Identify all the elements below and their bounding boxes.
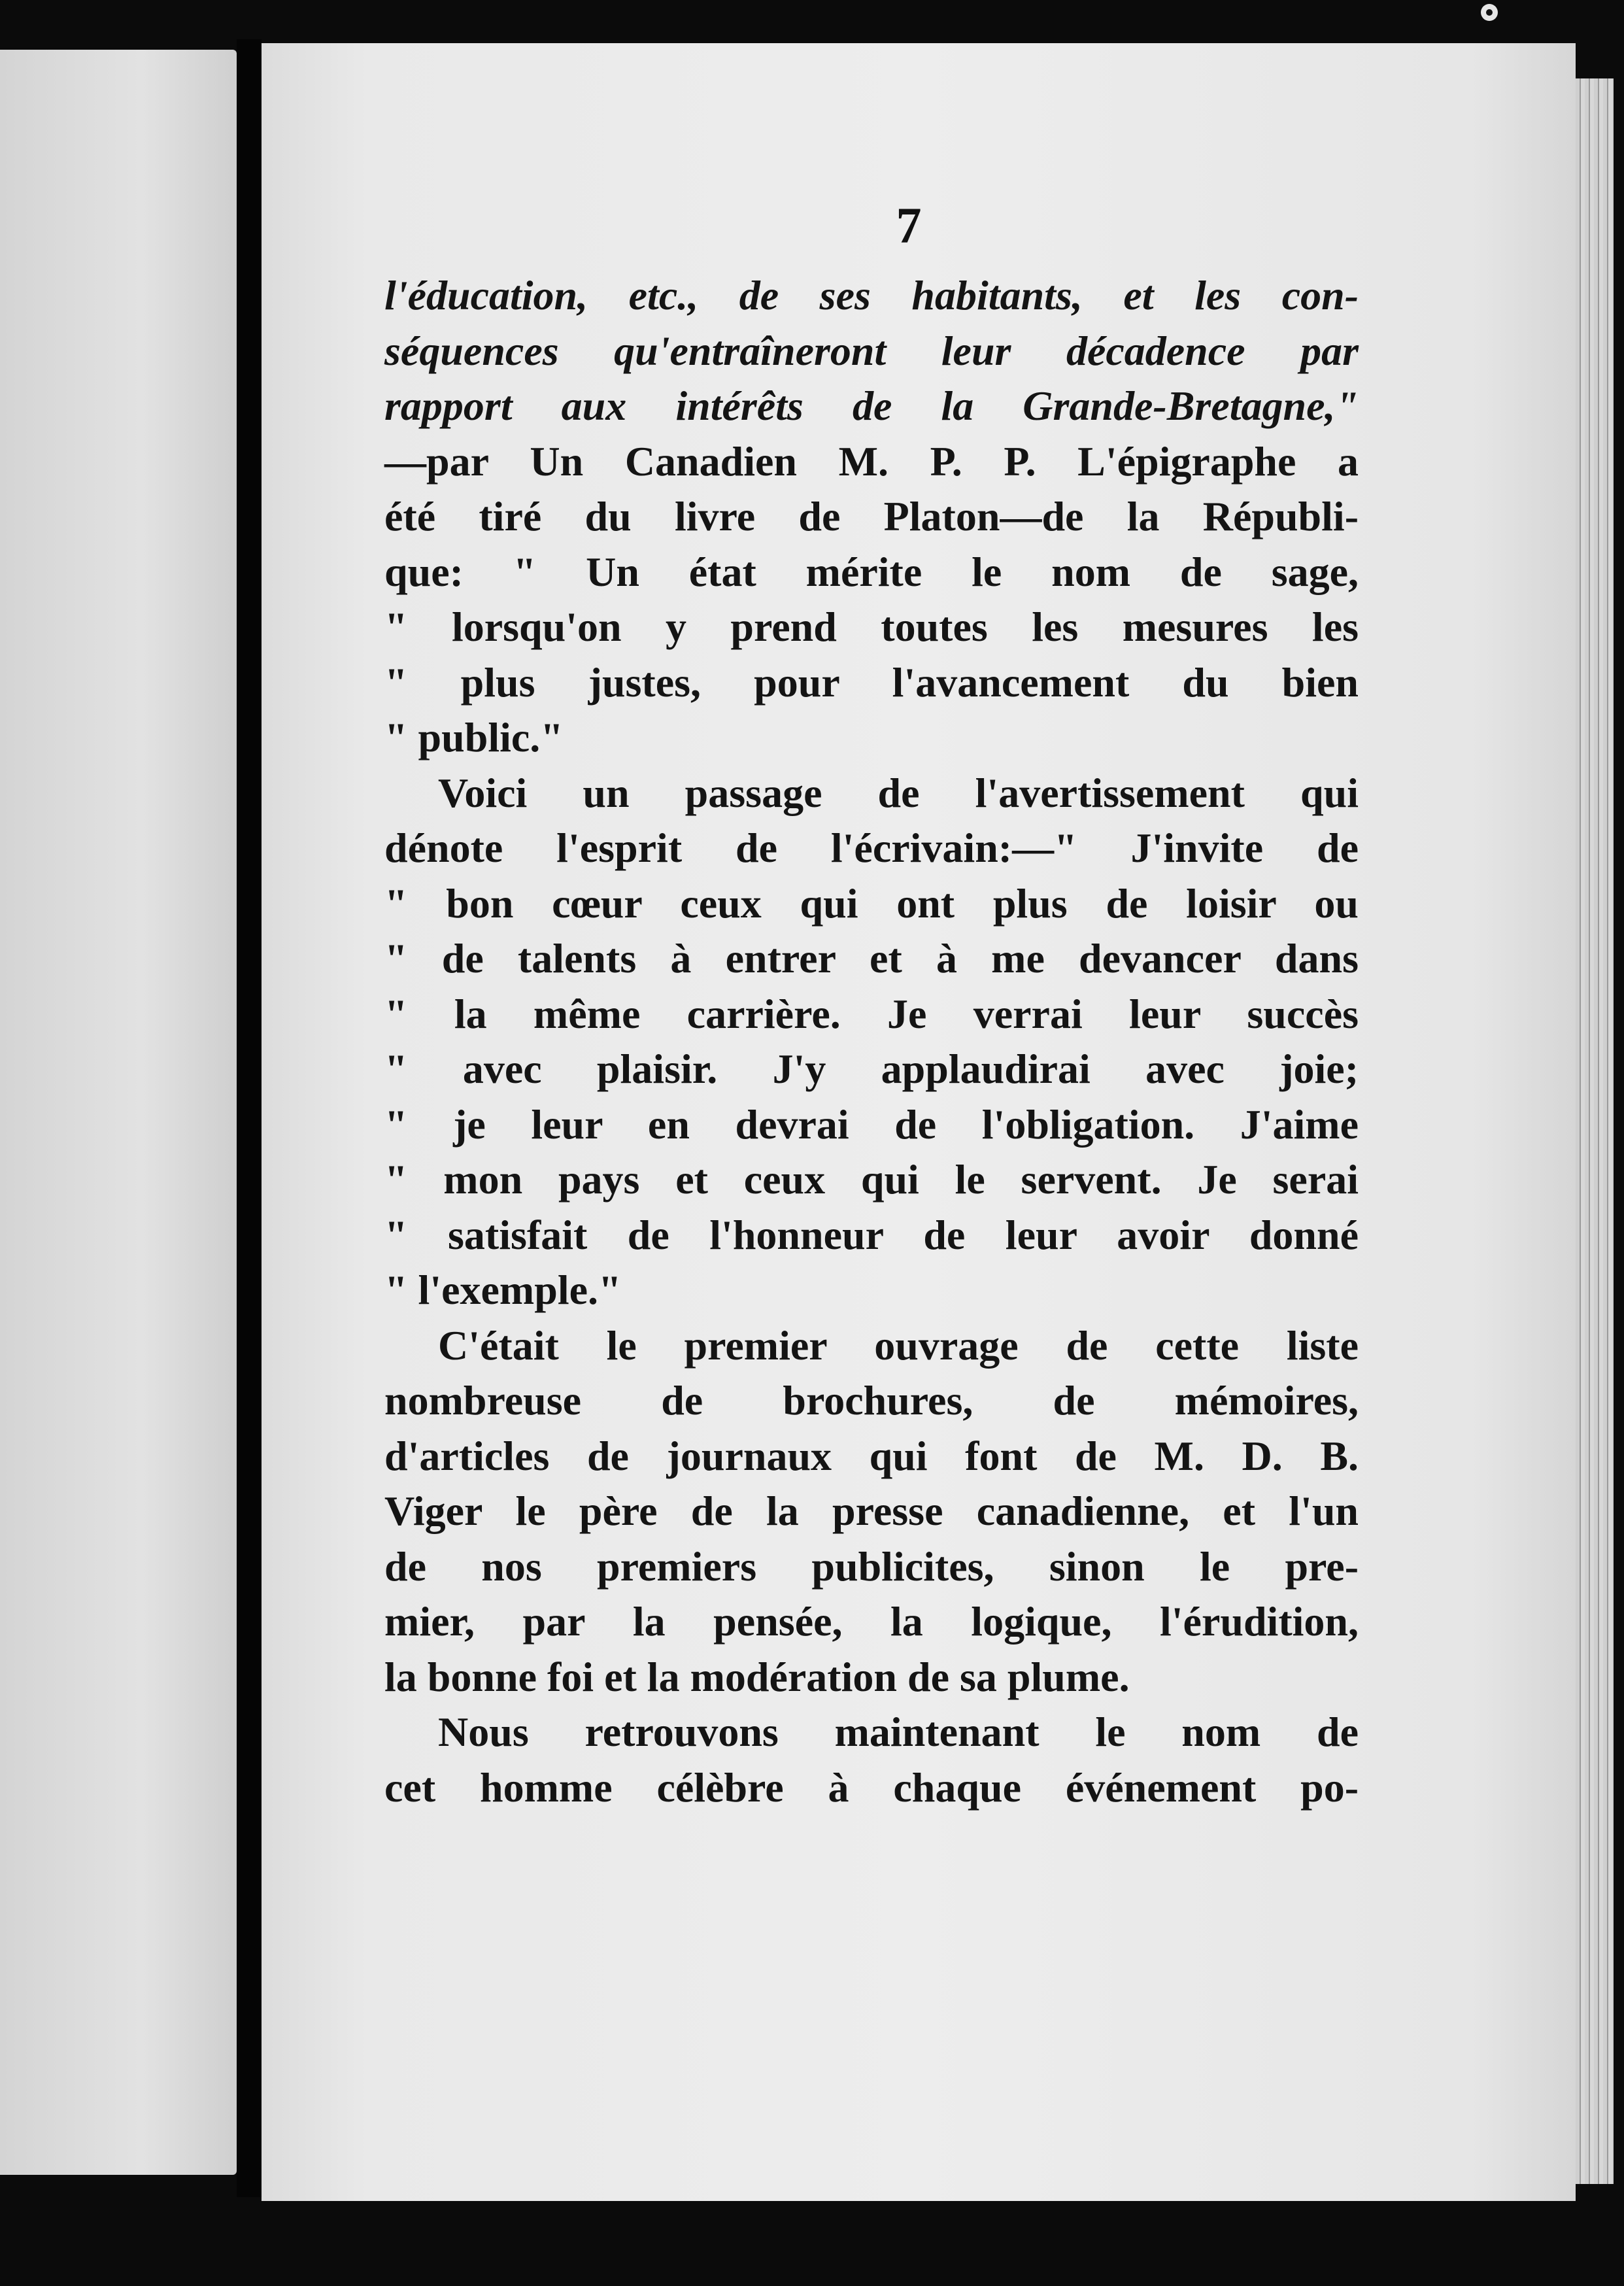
text-line: l'éducation, etc., de ses habitants, et les con- bbox=[384, 272, 1359, 318]
body-text bbox=[384, 268, 1359, 1815]
text-line: séquences qu'entraîneront leur décadence par bbox=[384, 327, 1359, 374]
text-line: " je leur en devrai de l'obligation. J'aime bbox=[384, 1100, 1359, 1148]
text-line: Viger le père de la presse canadienne, et l'un bbox=[384, 1488, 1359, 1534]
page-number: 7 bbox=[896, 197, 922, 254]
text-line: que: " Un état mérite le nom de sage, bbox=[384, 548, 1359, 595]
page-edge bbox=[1576, 78, 1614, 2184]
text-line: Voici un passage de l'avertissement qui bbox=[438, 769, 1359, 816]
text-line: " avec plaisir. J'y applaudirai avec joie; bbox=[384, 1046, 1359, 1092]
text-line: la bonne foi et la modération de sa plume. bbox=[384, 1653, 1130, 1700]
text-line: cet homme célèbre à chaque événement po- bbox=[384, 1764, 1359, 1811]
text-line: " satisfait de l'honneur de leur avoir donné bbox=[384, 1211, 1359, 1258]
left-page bbox=[0, 50, 237, 2175]
text-line: Nous retrouvons maintenant le nom de bbox=[438, 1709, 1359, 1755]
text-line: de nos premiers publicites, sinon le pre- bbox=[384, 1543, 1359, 1590]
text-line: " de talents à entrer et à me devancer dans bbox=[384, 935, 1359, 981]
text-line: " mon pays et ceux qui le servent. Je serai bbox=[384, 1156, 1359, 1203]
text-line: d'articles de journaux qui font de M. D. B. bbox=[384, 1432, 1359, 1479]
text-line: C'était le premier ouvrage de cette liste bbox=[438, 1322, 1359, 1369]
text-line: " l'exemple." bbox=[384, 1267, 622, 1313]
text-line: été tiré du livre de Platon—de la Républi- bbox=[384, 493, 1359, 539]
text-line: nombreuse de brochures, de mémoires, bbox=[384, 1377, 1359, 1424]
text-line: dénote l'esprit de l'écrivain:—" J'invite de bbox=[384, 825, 1359, 871]
book-gutter bbox=[237, 39, 262, 2197]
text-line: rapport aux intérêts de la Grande-Bretagne," bbox=[384, 383, 1359, 429]
text-line: —par Un Canadien M. P. P. L'épigraphe a bbox=[384, 437, 1359, 485]
text-line: " lorsqu'on y prend toutes les mesures les bbox=[384, 604, 1359, 650]
text-line: " la même carrière. Je verrai leur succès bbox=[384, 990, 1359, 1037]
text-line: " plus justes, pour l'avancement du bien bbox=[384, 658, 1359, 706]
corner-mark-icon bbox=[1481, 4, 1498, 21]
text-line: " bon cœur ceux qui ont plus de loisir ou bbox=[384, 879, 1359, 927]
text-line: " public." bbox=[384, 714, 564, 760]
text-line: mier, par la pensée, la logique, l'érudition, bbox=[384, 1598, 1359, 1645]
